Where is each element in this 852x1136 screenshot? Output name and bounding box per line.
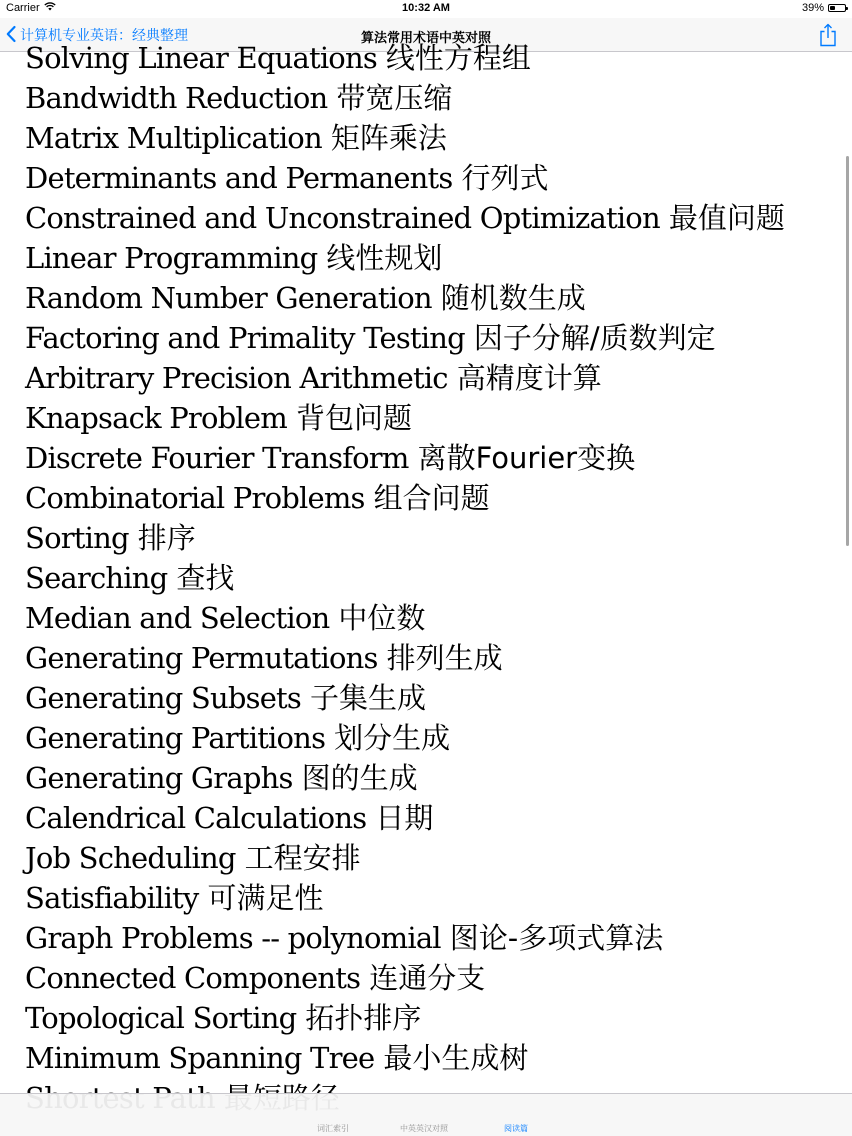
term-row <box>25 558 785 598</box>
term-english: Discrete Fourier Transform <box>25 441 409 475</box>
term-chinese: 高精度计算 <box>456 361 602 395</box>
tab-bar <box>0 1093 852 1136</box>
term-english: Searching <box>25 561 168 595</box>
term-english: Median and Selection <box>25 601 330 635</box>
term-row <box>25 1038 785 1078</box>
term-chinese: 连通分支 <box>369 961 486 995</box>
term-chinese: 组合问题 <box>373 481 490 515</box>
term-chinese: 因子分解/质数判定 <box>473 321 716 355</box>
battery-tip <box>846 7 848 10</box>
term-english: Constrained and Unconstrained Optimization <box>25 201 660 235</box>
term-english: Matrix Multiplication <box>25 121 322 155</box>
term-row <box>25 38 785 78</box>
term-english: Combinatorial Problems <box>25 481 365 515</box>
term-chinese: 最值问题 <box>668 201 785 235</box>
carrier-label: Carrier <box>6 2 40 14</box>
term-row <box>25 318 785 358</box>
term-row <box>25 438 785 478</box>
term-chinese: 线性方程组 <box>385 41 531 75</box>
back-button-label: 计算机专业英语：经典整理 <box>20 27 188 43</box>
reading-content[interactable] <box>0 41 852 1093</box>
term-english: Generating Graphs <box>25 761 293 795</box>
term-english: Generating Partitions <box>25 721 326 755</box>
term-english: Random Number Generation <box>25 281 432 315</box>
term-chinese: 矩阵乘法 <box>330 121 447 155</box>
term-row <box>25 158 785 198</box>
term-row <box>25 278 785 318</box>
term-english: Factoring and Primality Testing <box>25 321 465 355</box>
term-row <box>25 798 785 838</box>
back-chevron-icon <box>6 26 20 45</box>
share-icon <box>818 34 838 51</box>
term-chinese: 查找 <box>176 561 235 595</box>
term-chinese: 图论-多项式算法 <box>449 921 664 955</box>
share-button[interactable] <box>818 23 838 47</box>
status-right <box>802 2 846 14</box>
term-chinese: 图的生成 <box>301 761 418 795</box>
term-chinese: 子集生成 <box>310 681 427 715</box>
scroll-indicator[interactable] <box>846 156 849 546</box>
term-row <box>25 638 785 678</box>
term-row <box>25 78 785 118</box>
term-row <box>25 358 785 398</box>
term-row <box>25 118 785 158</box>
status-time: 10:32 AM <box>402 2 450 14</box>
battery-icon <box>828 4 846 12</box>
term-chinese: 最小生成树 <box>383 1041 529 1075</box>
term-row <box>25 758 785 798</box>
battery-level <box>830 6 835 10</box>
term-english: Sorting <box>25 521 129 555</box>
term-chinese: 行列式 <box>461 161 549 195</box>
term-row <box>25 878 785 918</box>
term-chinese: 离散Fourier变换 <box>417 441 636 475</box>
term-row <box>25 678 785 718</box>
term-row <box>25 238 785 278</box>
term-row <box>25 998 785 1038</box>
term-row <box>25 718 785 758</box>
term-chinese: 中位数 <box>338 601 426 635</box>
term-row <box>25 478 785 518</box>
term-chinese: 可满足性 <box>207 881 324 915</box>
term-english: Solving Linear Equations <box>25 41 377 75</box>
term-chinese: 拓扑排序 <box>305 1001 422 1035</box>
term-row <box>25 918 785 958</box>
term-row <box>25 598 785 638</box>
term-chinese: 划分生成 <box>334 721 451 755</box>
term-english: Calendrical Calculations <box>25 801 367 835</box>
term-english: Minimum Spanning Tree <box>25 1041 375 1075</box>
term-english: Determinants and Permanents <box>25 161 453 195</box>
term-english: Topological Sorting <box>25 1001 297 1035</box>
term-chinese: 排列生成 <box>386 641 503 675</box>
term-english: Arbitrary Precision Arithmetic <box>25 361 448 395</box>
term-row <box>25 398 785 438</box>
term-english: Generating Permutations <box>25 641 378 675</box>
term-english: Connected Components <box>25 961 361 995</box>
term-english: Generating Subsets <box>25 681 301 715</box>
term-row <box>25 838 785 878</box>
tab-vocabulary-index[interactable]: 词汇索引 <box>317 1124 349 1133</box>
term-chinese: 随机数生成 <box>440 281 586 315</box>
term-row <box>25 518 785 558</box>
term-chinese: 背包问题 <box>295 401 412 435</box>
term-english: Linear Programming <box>25 241 318 275</box>
term-chinese: 排序 <box>137 521 196 555</box>
term-row <box>25 958 785 998</box>
page-title: 算法常用术语中英对照 <box>360 30 491 45</box>
term-english: Graph Problems -- polynomial <box>25 921 441 955</box>
term-english: Bandwidth Reduction <box>25 81 328 115</box>
term-list <box>25 38 785 1118</box>
status-bar <box>0 0 852 18</box>
term-row <box>25 198 785 238</box>
term-chinese: 带宽压缩 <box>336 81 453 115</box>
term-chinese: 工程安排 <box>244 841 361 875</box>
tab-reading[interactable]: 阅读篇 <box>504 1124 528 1133</box>
term-chinese: 线性规划 <box>326 241 443 275</box>
battery-percent: 39% <box>801 2 824 14</box>
term-english: Job Scheduling <box>25 841 236 875</box>
tab-bilingual-glossary[interactable]: 中英英汉对照 <box>400 1124 448 1133</box>
term-english: Knapsack Problem <box>25 401 287 435</box>
term-chinese: 日期 <box>375 801 434 835</box>
term-english: Satisfiability <box>25 881 199 915</box>
